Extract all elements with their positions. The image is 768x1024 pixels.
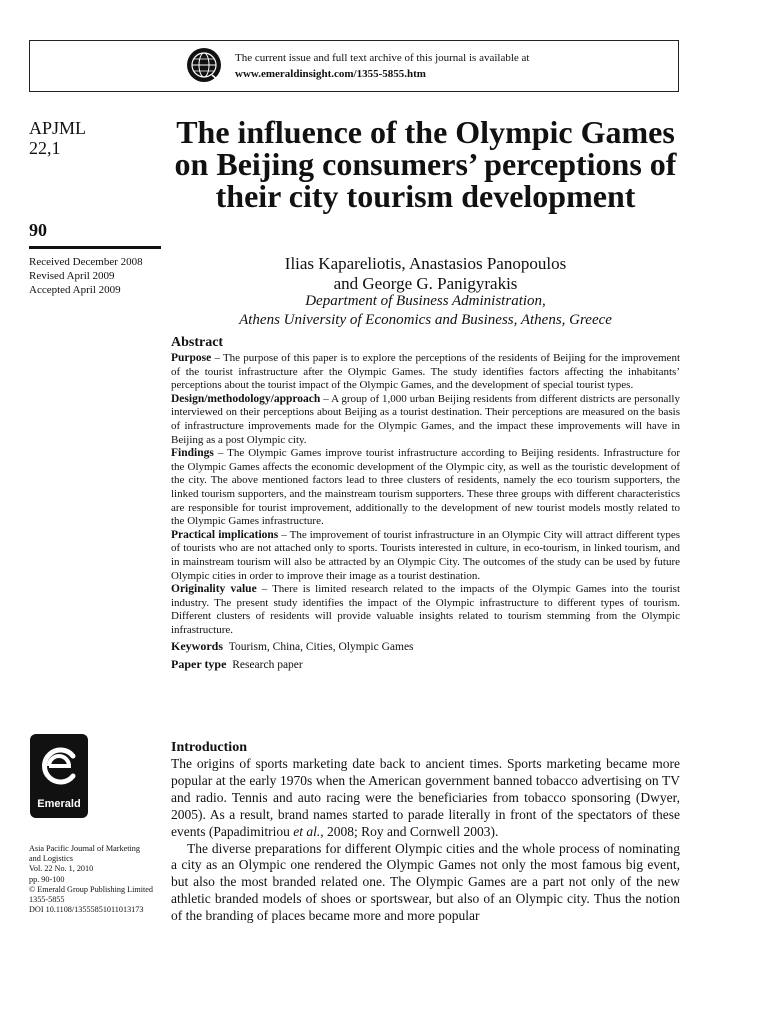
globe-icon: [186, 47, 222, 83]
intro-p1-text-b: , 2008; Roy and Cornwell 2003).: [320, 823, 499, 839]
banner-text: The current issue and full text archive of this journal is available at: [235, 52, 530, 64]
keywords-text: Tourism, China, Cities, Olympic Games: [228, 641, 414, 654]
accepted-date: Accepted April 2009: [29, 284, 121, 296]
abstract-purpose: [171, 352, 680, 393]
findings-text: – The Olympic Games improve tourist infrastructure according to Beijing residents. Infrastructure for the Olympic Games affects the economic development of the Olympic city, as well as the touristic development of the city. The above mentioned factors lead to three clusters of residents, namely the eco tourism supporters, the linked tourism supporters, and the mainstream tourism supporters. These three groups with different characteristics are responsible for tourist improvement, additionally to the development of new tourist models mostly related to the Olympic Games infrastructure.: [171, 447, 680, 528]
findings-label: Findings: [171, 447, 214, 460]
paper-type-text: Research paper: [232, 659, 303, 672]
purpose-label: Purpose: [171, 352, 212, 364]
affiliation-line1: Department of Business Administration,: [305, 293, 546, 309]
abstract-practical: [171, 529, 680, 583]
journal-copyright: © Emerald Group Publishing Limited: [29, 884, 154, 894]
received-date: Received December 2008: [29, 256, 143, 268]
practical-text: – The improvement of tourist infrastructure in an Olympic City will attract different types of tourists who are not attached only to sports. Tourists interested in culture, in eco-tourism, in linked tourism, and in mainstream tourism will also be attracted by an Olympic City. The outcomes of the study can be used by future Olympic cities in order to improve their image as a tourist destination.: [171, 528, 680, 582]
journal-citation-info: [29, 844, 161, 915]
logo-wordmark: Emerald: [37, 798, 81, 810]
article-title: The influence of the Olympic Games on Beijing consumers’ perceptions of their city tourism development: [174, 114, 677, 214]
journal-availability-banner: [29, 40, 679, 92]
affiliation: [171, 292, 680, 330]
paper-type: [171, 656, 680, 673]
introduction-paragraph-2: The diverse preparations for different Olympic cities and the whole process of nominating a city as an Olympic one rendered the Olympic Games not only the most famous big event, but also the most branded related one. The Olympic Games are a part not only of the new athletic branded models of shoes or sportswear, but also of an Olympic city. Thus the notion of the branding of places became more and more popular: [171, 840, 680, 924]
authors-line2: and George G. Panigyrakis: [333, 274, 518, 293]
originality-label: Originality value: [171, 583, 257, 596]
introduction-section: [171, 739, 680, 925]
emerald-e-icon: [37, 742, 81, 794]
authors-line1: Ilias Kapareliotis, Anastasios Panopoulos: [284, 254, 567, 273]
journal-name-line2: and Logistics: [29, 854, 73, 864]
journal-volume: 22,1: [29, 138, 61, 158]
abstract-design: [171, 393, 680, 447]
emerald-logo: [30, 734, 88, 818]
journal-name-line1: Asia Pacific Journal of Marketing: [29, 844, 140, 853]
divider: [29, 246, 161, 249]
intro-p1-text-a: The origins of sports marketing date back to ancient times. Sports marketing became more popular at the early 1970s when the American government banned tobacco advertising on TV and radio. Tennis and auto racing were the beneficiaries from tobacco sponsoring (Dwyer, 2005). As a result, brand names started to parade literally in front of the spectators of these events (Papadimitriou: [171, 756, 680, 839]
journal-pages: pp. 90-100: [29, 874, 65, 884]
journal-code-block: [29, 118, 161, 158]
paper-type-label: Paper type: [171, 657, 227, 672]
abstract-originality: [171, 583, 680, 637]
abstract-section: [171, 334, 680, 673]
journal-volume-issue: Vol. 22 No. 1, 2010: [29, 864, 94, 874]
page-number: 90: [29, 220, 47, 240]
design-text: – A group of 1,000 urban Beijing residents from different districts are personally interviewed on their perceptions about Beijing as a tourist destination. Their perceptions are measured on the basis of infrastructure improvements made for the Olympic Games, and the impact these improvements will have in Beijing as a post Olympic city.: [171, 392, 680, 446]
journal-doi: DOI 10.1108/13555851011013173: [29, 905, 144, 915]
authors: [171, 254, 680, 294]
banner-url[interactable]: www.emeraldinsight.com/1355-5855.htm: [235, 68, 426, 80]
keywords-label: Keywords: [171, 639, 223, 654]
keywords: [171, 638, 680, 655]
revised-date: Revised April 2009: [29, 270, 115, 282]
abstract-findings: [171, 447, 680, 529]
journal-issn: 1355-5855: [29, 895, 65, 905]
journal-abbreviation: APJML: [29, 118, 87, 138]
purpose-text: – The purpose of this paper is to explore the perceptions of the residents of Beijing for the improvement of the tourist infrastructure after the Olympic Games. The study identifies factors affecting the inhabitants’ perceptions about the tourist impact of the Olympic Games, and the development of special tourist types.: [171, 352, 680, 392]
originality-text: – There is limited research related to the impacts of the Olympic Games into the tourist industry. The present study identifies the impact of the Olympic infrastructure to different types of tourism. Different clusters of residents will provide valuable insights related to tourism stemming from the Olympic infrastructure.: [171, 583, 681, 636]
intro-p1-etal: et al.: [293, 823, 321, 839]
introduction-heading: Introduction: [171, 740, 247, 755]
introduction-paragraph-1: [171, 756, 680, 841]
submission-dates: [29, 255, 161, 297]
abstract-heading: Abstract: [171, 335, 224, 350]
affiliation-line2: Athens University of Economics and Business, Athens, Greece: [239, 312, 612, 328]
design-label: Design/methodology/approach: [171, 392, 321, 405]
practical-label: Practical implications: [171, 528, 279, 541]
